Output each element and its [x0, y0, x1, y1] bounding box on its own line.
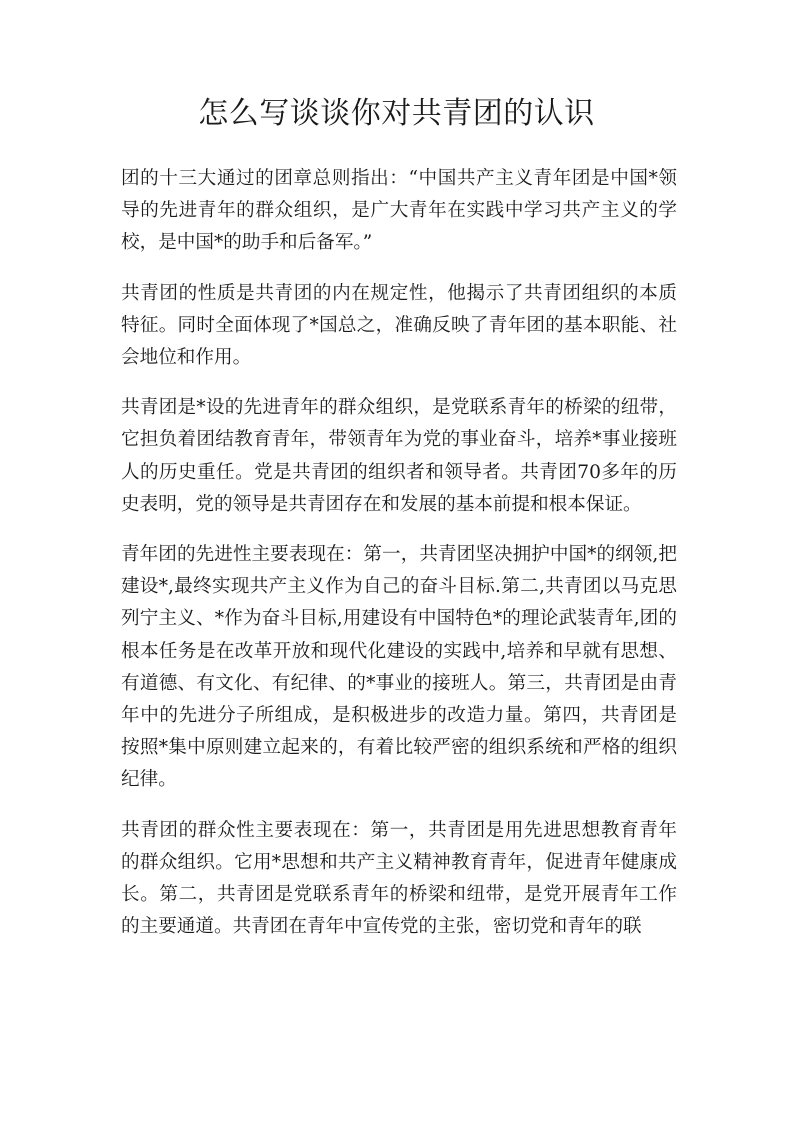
- paragraph-4: 青年团的先进性主要表现在：第一，共青团坚决拥护中国*的纲领,把建设*,最终实现共产主义作为自己的奋斗目标.第二,共青团以马克思列宁主义、*作为奋斗目标,用建设有中国特色*的理论武装青年,团的根本任务是在改革开放和现代化建设的实践中,培养和早就有思想、有道德、有文化、有纪律、的*事业的接班人。第三，共青团是由青年中的先进分子所组成，是积极进步的改造力量。第四，共青团是按照*集中原则建立起来的，有着比较严密的组织系统和严格的组织纪律。: [121, 544, 677, 791]
- document-body: [121, 163, 677, 961]
- paragraph-3: 共青团是*设的先进青年的群众组织，是党联系青年的桥梁的纽带，它担负着团结教育青年，带领青年为党的事业奋斗，培养*事业接班人的历史重任。党是共青团的组织者和领导者。共青团70多年的历史表明，党的领导是共青团存在和发展的基本前提和根本保证。: [121, 397, 677, 515]
- paragraph-1: 团的十三大通过的团章总则指出：“中国共产主义青年团是中国*领导的先进青年的群众组织，是广大青年在实践中学习共产主义的学校，是中国*的助手和后备军。”: [121, 168, 677, 254]
- paragraph-5: 共青团的群众性主要表现在：第一，共青团是用先进思想教育青年的群众组织。它用*思想和共产主义精神教育青年，促进青年健康成长。第二，共青团是党联系青年的桥梁和纽带，是党开展青年工作的主要通道。共青团在青年中宣传党的主张，密切党和青年的联: [121, 819, 677, 938]
- document-title: 怎么写谈谈你对共青团的认识: [198, 96, 595, 131]
- paragraph-2: 共青团的性质是共青团的内在规定性，他揭示了共青团组织的本质特征。同时全面体现了*国总之，准确反映了青年团的基本职能、社会地位和作用。: [121, 282, 677, 369]
